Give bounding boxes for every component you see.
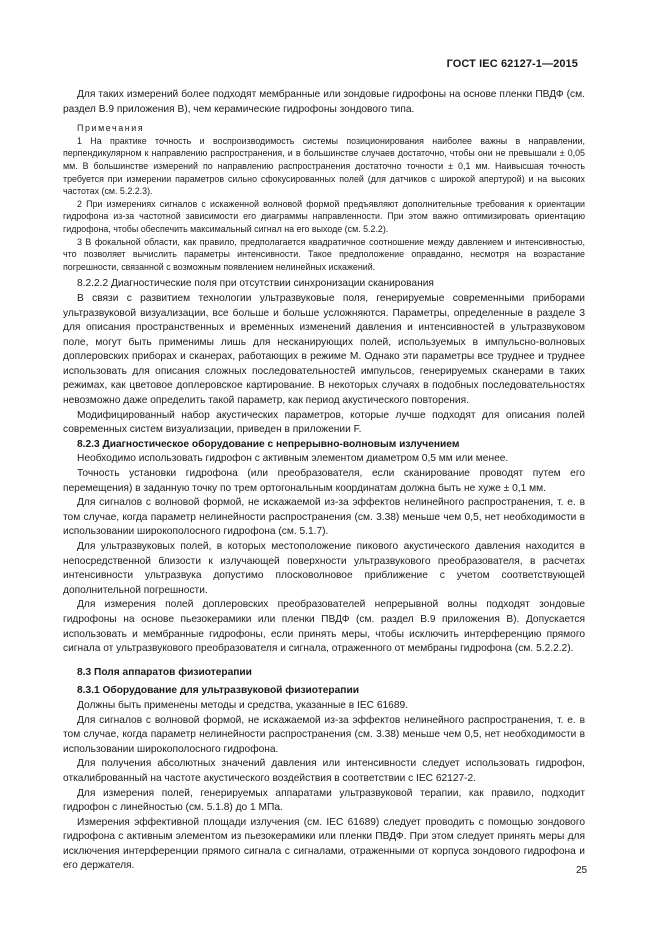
paragraph: Для сигналов с волновой формой, не искажаемой из-за эффектов нелинейного распространения, т. е. в том случае, когда параметр нелинейности распространения (см. 3.38) меньше чем 0,5, нет необходимости в использовании широкополосного гидрофона.: [63, 714, 585, 755]
paragraph: Измерения эффективной площади излучения (см. IEC 61689) следует проводить с помощью зондового гидрофона с активным элементом из пьезокерамики или пленки ПВДФ. При этом следует принять меры для исключения интерференции прямого сигнала с сигналами, отраженными от корпуса зондового гидрофона и его держателя.: [63, 816, 585, 872]
paragraph: В связи с развитием технологии ультразвуковые поля, генерируемые современными приборами ультразвуковой визуализации, все больше и больше усложняются. Параметры, определенные в разделе 3 для описания пространственных и временных изменений давления и интенсивностей в ультразвуковом поле, могут быть применимы лишь для несканирующих полей, используемых в импульсно-волновых доплеровских приборах и сканерах, работающих в режиме М. Однако эти параметры все труднее и труднее использовать для описания сложных последовательностей импульсов, генерируемых сканерами в таких режимах, как цветовое доплеровское картирование. В некоторых случаях в подобных последовательностях невозможно даже определить такой параметр, как период акустического повторения.: [63, 292, 585, 407]
paragraph: Для получения абсолютных значений давления или интенсивности следует использовать гидрофон, откалиброванный на частоте акустического воздействия в соответствии с IEC 62127-2.: [63, 758, 585, 784]
paragraph: Для измерения полей, генерируемых аппаратами ультразвуковой терапии, как правило, подходит гидрофон с линейностью (см. 5.1.8) до 1 МПа.: [63, 787, 585, 814]
paragraph: Для ультразвуковых полей, в которых местоположение пикового акустического давления находится в непосредственной близости к излучающей поверхности ультразвукового преобразователя, в расчетах интенсивности ультразвука допустимо плосковолновое приближение с учетом соответствующей дополнительной погрешности.: [63, 541, 585, 596]
paragraph: Для сигналов с волновой формой, не искажаемой из-за эффектов нелинейного распространения, т. е. в том случае, когда параметр нелинейности распространения (см. 3.38) меньше чем 0,5, нет необходимости в использовании широкополосного гидрофона (см. 5.1.7).: [63, 497, 585, 538]
paragraph: Необходимо использовать гидрофон с активным элементом диаметром 0,5 мм или менее.: [77, 453, 509, 465]
section-heading-8-2-3: 8.2.3 Диагностическое оборудование с непрерывно-волновым излучением: [77, 438, 460, 450]
notes-title: Примечания: [77, 123, 145, 134]
note-1: 1 На практике точность и воспроизводимость системы позиционирования наиболее важны в направлении, перпендикулярном к направлению распространения, и в большинстве случаев достаточно, чтобы они не превышали ± 0,05 мм. В большинстве измерений по направлению распространения достаточно точности ± 0,1 мм. Наивысшая точность требуется при измерении параметров сильно сфокусированных полей (для датчиков с широкой апертурой) и на высоких частотах (см. 5.2.2.3).: [63, 135, 585, 197]
section-heading-8-3: 8.3 Поля аппаратов физиотерапии: [77, 666, 252, 678]
document-id-header: ГОСТ IEC 62127-1—2015: [446, 58, 578, 70]
paragraph: Для измерения полей доплеровских преобразователей непрерывной волны подходят зондовые гидрофоны на основе пьезокерамики или пленки ПВДФ (см. раздел В.9 приложения В). Допускается использовать и мембранные гидрофоны, если принять меры, чтобы исключить интерференцию прямого сигнала от ультразвукового преобразователя и сигнала, отраженного от мембраны гидрофона (см. 5.2.2.2).: [63, 599, 585, 655]
note-3: 3 В фокальной области, как правило, предполагается квадратичное соотношение между давлением и интенсивностью, что позволяет вычислить параметры интенсивности. Такое предположение оправданно, несмотря на возрастание погрешности, связанной с возможным появлением нелинейных искажений.: [63, 236, 585, 272]
section-heading-8-3-1: 8.3.1 Оборудование для ультразвуковой физиотерапии: [77, 685, 359, 697]
notes-block: [63, 122, 585, 273]
note-2: 2 При измерениях сигналов с искаженной волновой формой предъявляют дополнительные требования к ориентации гидрофона из-за частотной зависимости его диаграммы направленности. При этом важно оптимизировать ориентацию гидрофона, чтобы обеспечить максимальный сигнал на его выходе (см. 5.2.2).: [63, 198, 585, 234]
page-number: 25: [576, 865, 588, 876]
paragraph: Модифицированный набор акустических параметров, которые лучше подходят для описания полей современных систем визуализации, приведен в приложении F.: [63, 409, 585, 436]
paragraph: Для таких измерений более подходят мембранные или зондовые гидрофоны на основе пленки ПВДФ (см. раздел В.9 приложения В), чем керамические гидрофоны зондового типа.: [63, 89, 585, 115]
body-text: [63, 88, 588, 876]
subsection-heading-8-2-2-2: 8.2.2.2 Диагностические поля при отсутствии синхронизации сканирования: [77, 278, 434, 290]
paragraph: Точность установки гидрофона (или преобразователя, если сканирование проводят путем его перемещения) в заданную точку по трем ортогональным координатам должна быть не хуже ± 0,1 мм.: [63, 468, 585, 494]
paragraph: Должны быть применены методы и средства, указанные в IEC 61689.: [77, 699, 408, 711]
